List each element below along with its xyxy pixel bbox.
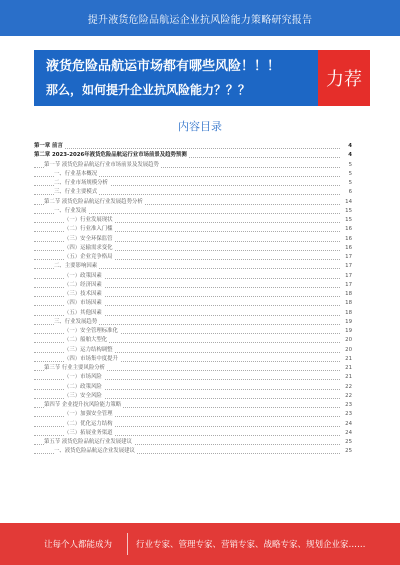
toc-entry-label: 三、行业主要模式 xyxy=(54,189,98,196)
toc-entry-page: 19 xyxy=(343,318,352,327)
toc-entry[interactable] xyxy=(34,188,352,197)
recommend-badge: 力荐 xyxy=(318,50,370,106)
toc-entry-page: 17 xyxy=(343,253,352,262)
toc-entry-page: 20 xyxy=(343,346,352,355)
toc-entry-label: （四）市场因素 xyxy=(64,300,102,307)
toc-entry[interactable] xyxy=(34,383,352,392)
top-banner xyxy=(0,0,400,36)
toc-entry-label: （四）运输需求变化 xyxy=(64,244,113,251)
toc-entry-page: 14 xyxy=(343,198,352,207)
toc-entry[interactable] xyxy=(34,355,352,364)
toc-entry-page: 21 xyxy=(343,355,352,364)
toc-entry-label: 一、行业基本概况 xyxy=(54,170,98,177)
toc-entry-label: 第一节 液货危险品航运行业市场前景及发展趋势 xyxy=(44,161,159,168)
toc-entry-label: （五）其他因素 xyxy=(64,309,102,316)
toc-entry-page: 21 xyxy=(343,373,352,382)
toc-entry-page: 16 xyxy=(343,235,352,244)
hero-line-2: 那么，如何提升企业抗风险能力？？？ xyxy=(46,83,251,97)
toc-entry[interactable] xyxy=(34,198,352,207)
hero-banner xyxy=(34,50,370,106)
toc-entry[interactable] xyxy=(34,179,352,188)
toc-heading: 内容目录 xyxy=(178,120,222,133)
toc-entry[interactable] xyxy=(34,438,352,447)
toc-entry[interactable] xyxy=(34,327,352,336)
toc-entry-page: 5 xyxy=(347,170,352,179)
footer-roles: 行业专家、管理专家、营销专家、战略专家、规划企业家…… xyxy=(136,540,366,550)
toc-entry-label: （三）运力结构调整 xyxy=(64,346,113,353)
toc-entry[interactable] xyxy=(34,392,352,401)
toc-entry-label: 第五节 液货危险品航运行业发展建议 xyxy=(44,439,132,445)
toc-entry-label: （四）市场集中度提升 xyxy=(64,355,118,362)
toc-entry-page: 25 xyxy=(343,447,352,456)
toc-entry-label: 二、行业市场规模分析 xyxy=(54,180,108,186)
toc-entry[interactable] xyxy=(34,364,352,373)
toc-entry[interactable] xyxy=(34,290,352,299)
toc-entry-page: 4 xyxy=(346,151,352,160)
toc-entry-label: （一）加强安全管理 xyxy=(64,411,113,418)
toc-entry[interactable] xyxy=(34,262,352,271)
toc-entry[interactable] xyxy=(34,281,352,290)
toc-entry[interactable] xyxy=(34,207,352,216)
toc-entry[interactable] xyxy=(34,253,352,262)
toc-entry-label: （二）经济因素 xyxy=(64,281,102,288)
toc-entry[interactable] xyxy=(34,235,352,244)
toc-entry[interactable] xyxy=(34,161,352,170)
toc-entry-page: 18 xyxy=(343,309,352,318)
toc-entry-page: 15 xyxy=(343,207,352,216)
toc-entry[interactable] xyxy=(34,309,352,318)
toc-entry-page: 18 xyxy=(343,290,352,299)
toc-entry-page: 16 xyxy=(343,244,352,253)
toc-entry-label: 第四节 企业提升抗风险能力策略 xyxy=(44,402,122,408)
toc-entry-page: 25 xyxy=(343,438,352,447)
toc-entry-page: 21 xyxy=(343,364,352,373)
toc-entry-label: （二）行业准入门槛 xyxy=(64,226,113,233)
toc-entry-label: （三）技术因素 xyxy=(64,291,102,297)
toc-entry-page: 4 xyxy=(346,142,352,151)
toc-entry-label: （一）行业发展现状 xyxy=(64,217,113,223)
toc-entry-label: （一）安全管理标准化 xyxy=(64,328,118,334)
toc-entry-label: 第二章 2023-2026年液货危险品航运行业市场前景及趋势预测 xyxy=(34,152,187,159)
hero-line-1: 液货危险品航运市场都有哪些风险！！！ xyxy=(46,59,281,74)
toc-entry[interactable] xyxy=(34,216,352,225)
toc-entry-label: （二）政策风险 xyxy=(64,383,102,390)
toc-entry-page: 17 xyxy=(343,281,352,290)
toc-entry[interactable] xyxy=(34,420,352,429)
toc-entry-page: 15 xyxy=(343,216,352,225)
toc-entry[interactable] xyxy=(34,151,352,160)
toc-entry-page: 23 xyxy=(343,410,352,419)
toc-entry-label: 二、主要影响因素 xyxy=(54,263,98,270)
toc-entry-page: 16 xyxy=(343,225,352,234)
table-of-contents xyxy=(34,142,352,457)
toc-entry-label: 第二节 液货危险品航运行业发展趋势分析 xyxy=(44,198,143,205)
toc-entry-label: 三、行业发展趋势 xyxy=(54,318,98,325)
toc-entry-page: 20 xyxy=(343,336,352,345)
toc-entry[interactable] xyxy=(34,373,352,382)
toc-entry-label: （二）船舶大型化 xyxy=(64,337,108,344)
toc-entry[interactable] xyxy=(34,142,352,151)
toc-entry-label: （五）企业竞争格局 xyxy=(64,254,113,260)
toc-entry[interactable] xyxy=(34,170,352,179)
toc-entry-label: 一、液货危险品航运企业发展建议 xyxy=(54,448,135,455)
toc-entry-page: 19 xyxy=(343,327,352,336)
footer-divider xyxy=(127,533,128,555)
toc-entry-label: （一）市场风险 xyxy=(64,374,102,381)
toc-entry-page: 18 xyxy=(343,299,352,308)
toc-entry[interactable] xyxy=(34,225,352,234)
toc-entry[interactable] xyxy=(34,244,352,253)
toc-entry-label: 第三节 行业主要风险分析 xyxy=(44,365,106,371)
footer-slogan: 让每个人都能成为 xyxy=(44,540,113,550)
toc-entry[interactable] xyxy=(34,429,352,438)
toc-entry[interactable] xyxy=(34,272,352,281)
toc-entry-page: 24 xyxy=(343,420,352,429)
toc-entry-page: 6 xyxy=(347,188,352,197)
toc-entry-label: （三）拓展业务渠道 xyxy=(64,429,113,436)
toc-leader-dots xyxy=(34,142,340,149)
toc-entry-page: 17 xyxy=(343,272,352,281)
toc-entry-page: 5 xyxy=(347,179,352,188)
toc-entry[interactable] xyxy=(34,410,352,419)
toc-entry[interactable] xyxy=(34,336,352,345)
toc-entry[interactable] xyxy=(34,401,352,410)
toc-entry-page: 17 xyxy=(343,262,352,271)
toc-entry[interactable] xyxy=(34,346,352,355)
toc-entry-label: （一）政策因素 xyxy=(64,272,102,279)
report-title: 提升液货危险品航运企业抗风险能力策略研究报告 xyxy=(87,15,313,26)
bottom-banner xyxy=(0,523,400,565)
toc-entry-label: （二）优化运力结构 xyxy=(64,420,113,427)
toc-entry-label: （三）安全风险 xyxy=(64,392,102,399)
toc-entry-page: 24 xyxy=(343,429,352,438)
toc-entry-label: （三）安全环保监管 xyxy=(64,235,113,242)
toc-entry[interactable] xyxy=(34,447,352,456)
toc-entry-label: 第一章 前言 xyxy=(34,143,63,149)
toc-entry-page: 5 xyxy=(347,161,352,170)
toc-entry[interactable] xyxy=(34,299,352,308)
toc-entry-page: 22 xyxy=(343,392,352,401)
toc-entry[interactable] xyxy=(34,318,352,327)
toc-entry-page: 23 xyxy=(343,401,352,410)
toc-entry-label: 一、行业发展 xyxy=(54,207,87,214)
toc-entry-page: 22 xyxy=(343,383,352,392)
